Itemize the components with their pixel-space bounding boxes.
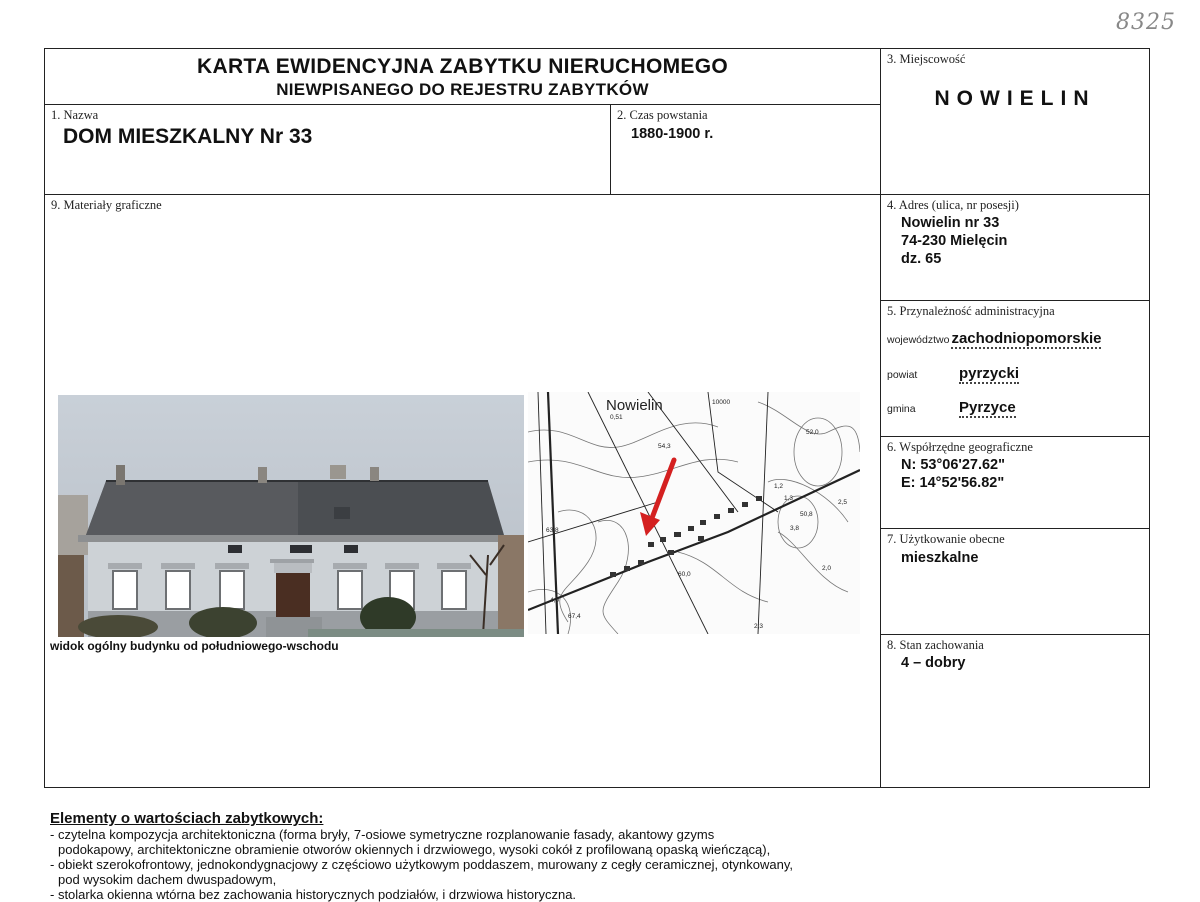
handwritten-number: 8325 [1116, 10, 1176, 35]
field-state-label: 8. Stan zachowania [887, 638, 984, 652]
heritage-element-item: - stolarka okienna wtórna bez zachowania historycznych podziałów, i drzwiowa historyczna. [50, 887, 577, 902]
admin-voivodeship-key: województwo [887, 334, 950, 346]
admin-commune [887, 400, 1016, 418]
map-number: 67,4 [568, 613, 581, 620]
address-line: 74-230 Mielęcin [901, 233, 1008, 249]
building-photo [58, 395, 524, 637]
admin-commune-key: gmina [887, 403, 916, 415]
field-admin-label: 5. Przynależność administracyjna [887, 304, 1055, 318]
map-number: 4,0 [550, 597, 560, 604]
card-subtitle: NIEWPISANEGO DO REJESTRU ZABYTKÓW [276, 80, 649, 99]
map-number: 63,8 [546, 527, 559, 534]
map-number: 2,5 [838, 499, 848, 506]
field-coords-label: 6. Współrzędne geograficzne [887, 440, 1033, 454]
map-number: 60,0 [678, 571, 691, 578]
field-state [881, 635, 1149, 787]
field-use-label: 7. Użytkowanie obecne [887, 532, 1005, 546]
admin-county-value: pyrzycki [959, 365, 1020, 382]
map-number: 2,3 [754, 623, 764, 630]
map-number: 50,8 [800, 511, 813, 518]
admin-county [887, 366, 1019, 384]
map-number: 2,0 [822, 565, 832, 572]
heritage-element-item: podokapowy, architektoniczne obramienie otworów okiennych i drzwiowego, wysoki cokół z profilowaną opaską wieńczącą), [58, 842, 771, 857]
field-coords [881, 437, 1149, 529]
heritage-elements-heading: Elementy o wartościach zabytkowych: [50, 810, 324, 827]
map-number: 54,3 [658, 443, 671, 450]
field-address [881, 195, 1149, 301]
field-place-value: NOWIELIN [934, 87, 1096, 110]
card-title: KARTA EWIDENCYJNA ZABYTKU NIERUCHOMEGO [197, 55, 728, 78]
field-address-value [901, 214, 1007, 268]
field-date-value: 1880-1900 r. [631, 126, 714, 142]
building-photo-drawing [58, 395, 524, 637]
field-graphics [45, 195, 881, 902]
field-state-value: 4 – dobry [901, 655, 966, 671]
field-name-label: 1. Nazwa [51, 108, 99, 122]
admin-county-key: powiat [887, 369, 918, 381]
card-title-block [45, 49, 881, 105]
address-line: dz. 65 [901, 251, 942, 267]
field-date [611, 105, 881, 195]
field-place-label: 3. Miejscowość [887, 52, 966, 66]
heritage-element-item: - obiekt szerokofrontowy, jednokondygnacjowy z częściowo użytkowym poddaszem, murowany z cegły ceramicznej, otynkowany, [50, 857, 794, 872]
heritage-elements [50, 811, 870, 902]
field-use [881, 529, 1149, 635]
field-date-label: 2. Czas powstania [617, 108, 708, 122]
coord-e: E: 14°52'56.82" [901, 475, 1005, 491]
map-number: 10000 [712, 399, 731, 406]
field-name [45, 105, 611, 195]
map-number: 1,2 [774, 483, 784, 490]
address-line: Nowielin nr 33 [901, 215, 1000, 231]
map-number: 1,3 [784, 495, 794, 502]
field-name-value: DOM MIESZKALNY Nr 33 [63, 125, 313, 148]
location-map [528, 392, 860, 634]
field-place [881, 49, 1149, 195]
admin-commune-value: Pyrzyce [959, 399, 1016, 416]
admin-voivodeship [887, 331, 1101, 349]
field-admin [881, 301, 1149, 437]
field-address-label: 4. Adres (ulica, nr posesji) [887, 198, 1019, 212]
location-map-drawing [528, 392, 860, 634]
map-number: 52,0 [806, 429, 819, 436]
map-number: 0,51 [610, 414, 623, 421]
coord-n: N: 53°06'27.62" [901, 457, 1005, 473]
field-graphics-label: 9. Materiały graficzne [51, 198, 162, 212]
heritage-element-item: - czytelna kompozycja architektoniczna (forma bryły, 7-osiowe symetryczne rozplanowanie fasady, akantowy gzyms [50, 827, 715, 842]
field-use-value: mieszkalne [901, 550, 979, 566]
map-number: 3,8 [790, 525, 800, 532]
heritage-element-item: pod wysokim dachem dwuspadowym, [58, 872, 277, 887]
admin-voivodeship-value: zachodniopomorskie [951, 330, 1102, 347]
photo-caption: widok ogólny budynku od południowego-wschodu [50, 639, 339, 653]
map-place-label: Nowielin [606, 397, 663, 414]
field-coords-value [901, 456, 1005, 492]
evidence-card [44, 48, 1150, 902]
